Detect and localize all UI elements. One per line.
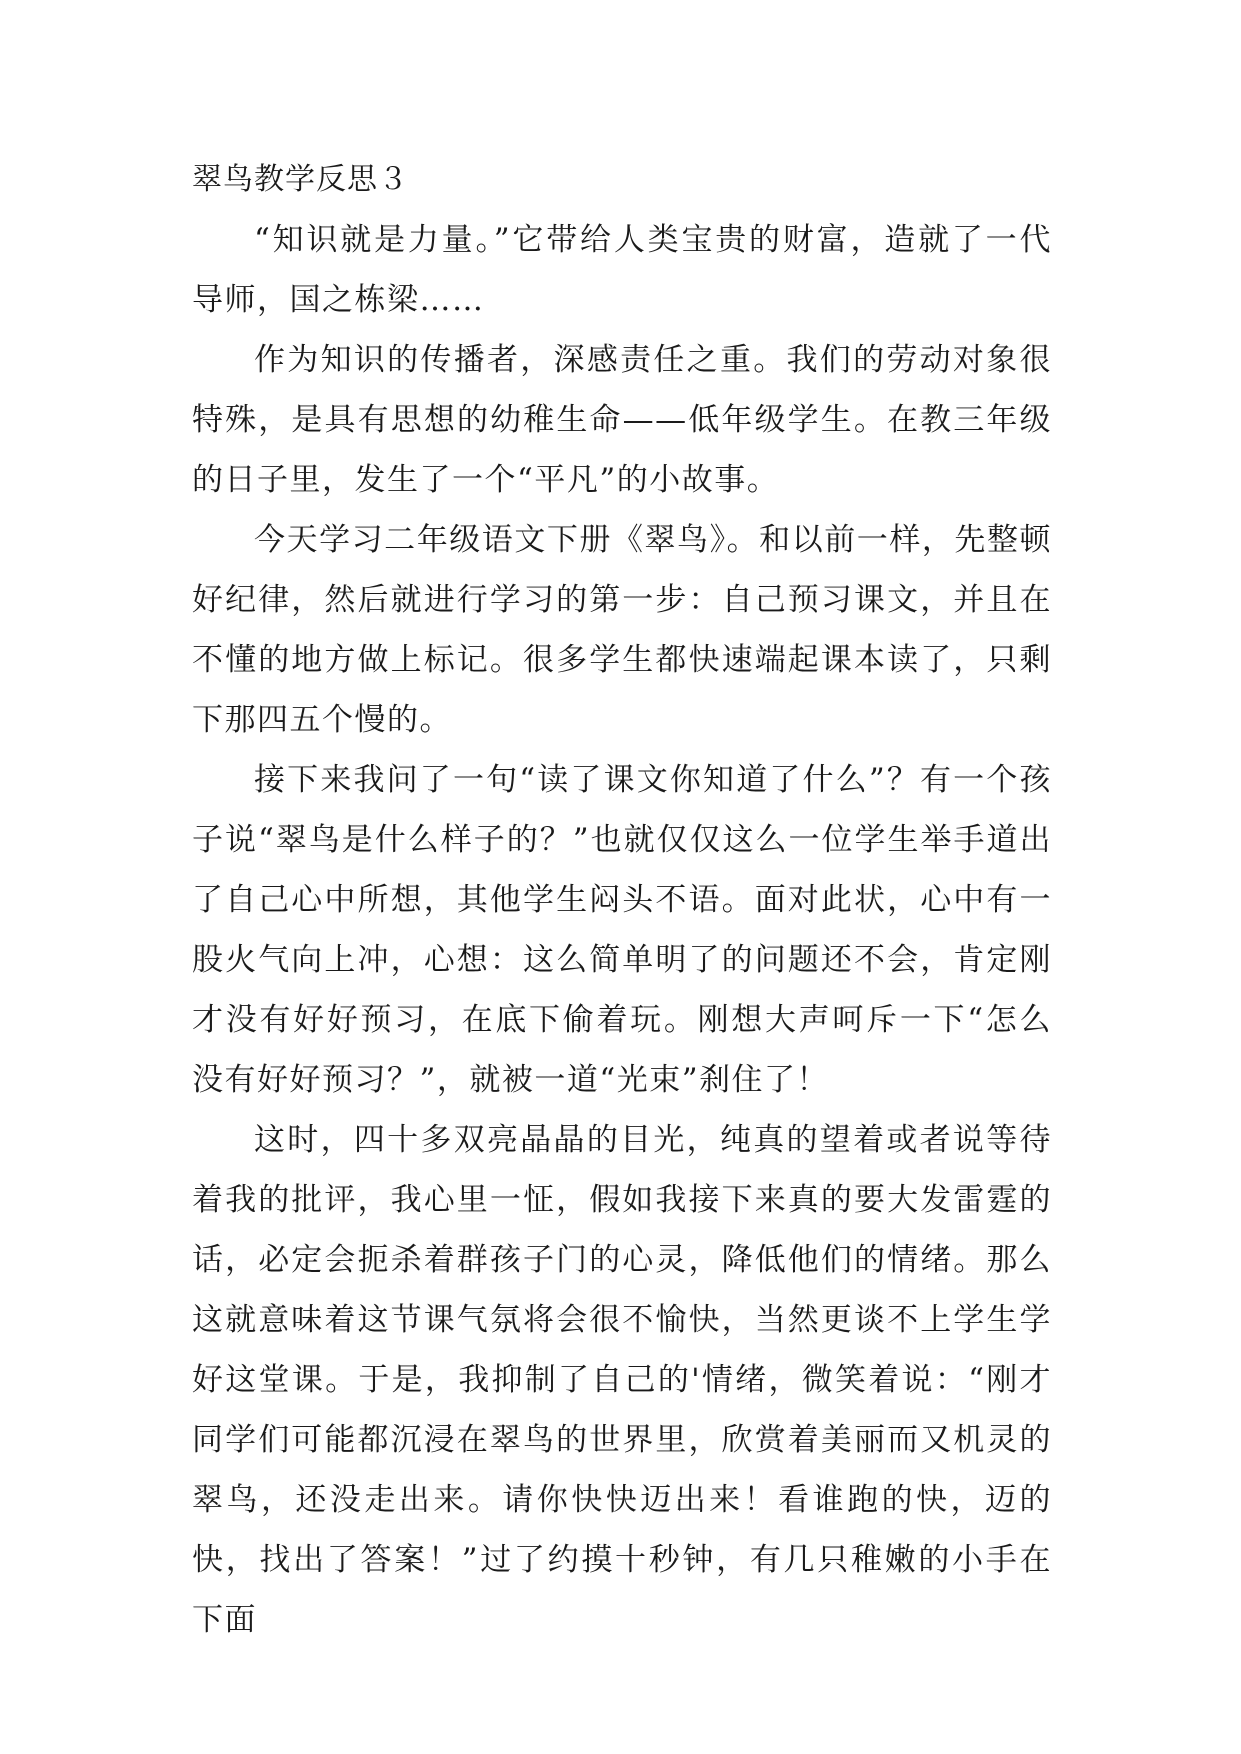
document-body — [192, 158, 1052, 1650]
paragraph-3: 今天学习二年级语文下册《翠鸟》。和以前一样，先整顿好纪律，然后就进行学习的第一步：自己预习课文，并且在不懂的地方做上标记。很多学生都快速端起课本读了，只剩下那四五个慢的。 — [192, 522, 1052, 738]
paragraph-1: “知识就是力量。”它带给人类宝贵的财富，造就了一代导师，国之栋梁…… — [192, 222, 1052, 318]
paragraph-4: 接下来我问了一句“读了课文你知道了什么”？有一个孩子说“翠鸟是什么样子的？”也就仅仅这么一位学生举手道出了自己心中所想，其他学生闷头不语。面对此状，心中有一股火气向上冲，心想：这么简单明了的问题还不会，肯定刚才没有好好预习，在底下偷着玩。刚想大声呵斥一下“怎么没有好好预习？”，就被一道“光束”刹住了！ — [192, 762, 1052, 1098]
paragraph-5: 这时，四十多双亮晶晶的目光，纯真的望着或者说等待着我的批评，我心里一怔，假如我接下来真的要大发雷霆的话，必定会扼杀着群孩子门的心灵，降低他们的情绪。那么这就意味着这节课气氛将会很不愉快，当然更谈不上学生学好这堂课。于是，我抑制了自己的'情绪，微笑着说：“刚才同学们可能都沉浸在翠鸟的世界里，欣赏着美丽而又机灵的翠鸟，还没走出来。请你快快迈出来！看谁跑的快，迈的快，找出了答案！”过了约摸十秒钟，有几只稚嫩的小手在下面 — [192, 1122, 1052, 1638]
paragraph-2: 作为知识的传播者，深感责任之重。我们的劳动对象很特殊，是具有思想的幼稚生命——低年级学生。在教三年级的日子里，发生了一个“平凡”的小故事。 — [192, 342, 1052, 498]
document-title: 翠鸟教学反思３ — [192, 162, 409, 197]
